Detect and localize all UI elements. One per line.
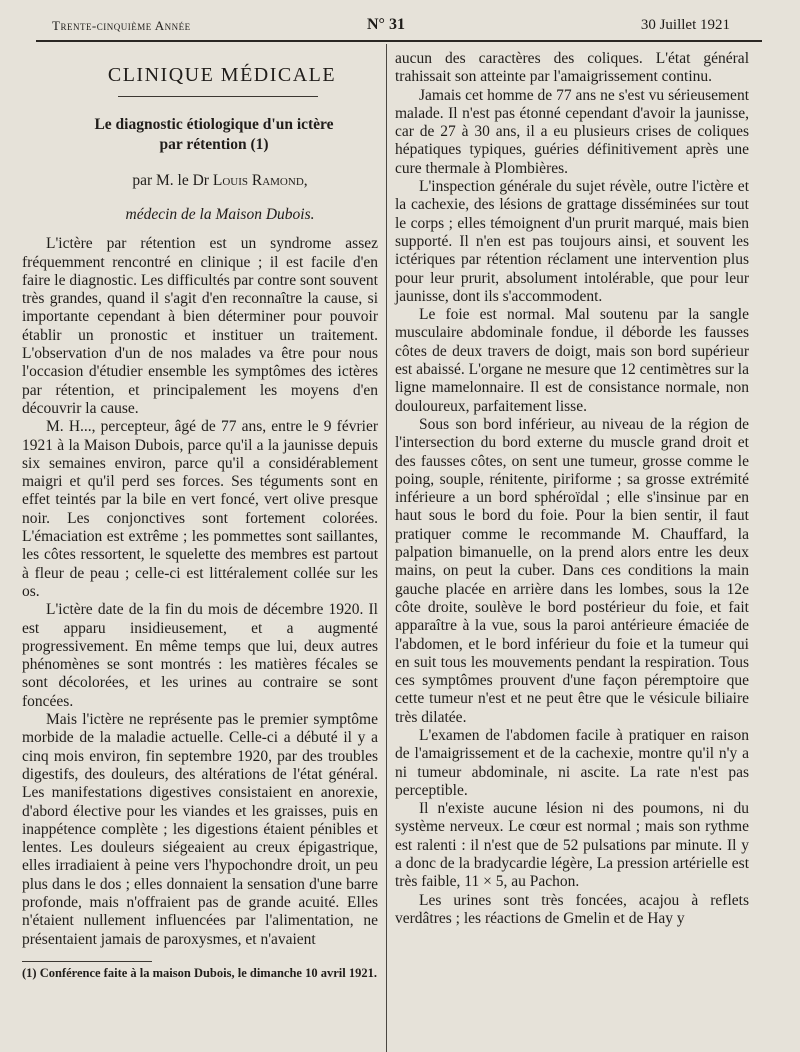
paragraph: L'examen de l'abdomen facile à pratiquer en raison de l'amaigrissement et de la cachexie, montre qu'il n'y a ni tumeur abdominale, ni ascite. La rate n'est pas perceptible. [395, 726, 749, 799]
footnote: (1) Conférence faite à la maison Dubois, le dimanche 10 avril 1921. [22, 965, 377, 980]
paragraph: Il n'existe aucune lésion ni des poumons, ni du système nerveux. Le cœur est normal ; mais son rythme est ralenti : il n'est que de 52 pulsations par minute. Il y a donc de la bradycardie légère, La pression artérielle est très faible, 11 × 5, au Pachon. [395, 800, 749, 891]
paragraph: L'ictère par rétention est un syndrome assez fréquemment rencontré en clinique ; il est facile d'en faire le diagnostic. Les difficultés par contre sont souvent très grandes, quand il s'agit d'en reconnaître la cause, si importante cependant à bien déterminer pour pouvoir établir un pronostic et instituer un traitement. L'observation d'un de nos malades va être pour nous l'occasion d'étudier ensemble les symptômes des ictères par rétention, et principalement les moyens d'en découvrir la cause. [22, 235, 378, 417]
section-title: CLINIQUE MÉDICALE [107, 64, 337, 86]
paragraph: L'inspection générale du sujet révèle, outre l'ictère et la cachexie, des lésions de grattage disséminées sur tout le corps ; elles témoignent d'un prurit marqué, mais bien supporté. Il n'en est pas toujours ainsi, et souvent les ictériques par rétention réclament une intervention plus pour leur prurit, absolument intolérable, que pour leur jaunisse, dont ils s'accommodent. [395, 178, 749, 305]
column-divider [386, 44, 387, 1052]
paragraph: Mais l'ictère ne représente pas le premier symptôme morbide de la maladie actuelle. Celle-ci a débuté il y a cinq mois environ, fin septembre 1920, par des troubles digestifs, des douleurs, des altérations de l'état général. Les manifestations digestives consistaient en anorexie, d'abord élective pour les viandes et les graisses, puis en inappétence complète ; les digestions étaient pénibles et lentes. Les douleurs siégeaient au creux épigastrique, elles irradiaient à peine vers l'hypochondre droit, un peu plus dans le dos ; elles donnaient la sensation d'une barre profonde, mais n'offraient pas de grande acuité. Elles n'étaient nullement influencées par l'alimentation, ne présentaient jamais de paroxysmes, et n'avaient [22, 711, 378, 948]
byline-prefix: par M. le Dr [132, 172, 209, 190]
paragraph: L'ictère date de la fin du mois de décembre 1920. Il est apparu insidieusement, et a augmenté progressivement. En même temps que lui, deux autres phénomènes se sont montrés : les matières fécales se sont décolorées, et les urines au contraire se sont foncées. [22, 601, 378, 710]
author-name: Louis Ramond, [212, 172, 308, 190]
paragraph: Jamais cet homme de 77 ans ne s'est vu sérieusement malade. Il n'est pas étonné cependant d'avoir la jaunisse, car de 27 à 30 ans, il a eu plusieurs crises de coliques hépatiques typiques, guéries définitivement après une cure thermale à Plombières. [395, 86, 749, 177]
article-title-line-1: Le diagnostic étiologique d'un ictère [94, 116, 334, 134]
header-issue-number: N° 31 [367, 16, 405, 33]
article-title-line-2: par rétention (1) [159, 136, 269, 154]
section-title-rule [118, 96, 318, 97]
header-volume: Trente-cinquième Année [52, 18, 191, 33]
article-byline [62, 171, 378, 191]
left-column [22, 60, 378, 980]
author-affiliation: médecin de la Maison Dubois. [125, 206, 315, 224]
right-column [395, 50, 749, 928]
paragraph: Le foie est normal. Mal soutenu par la sangle musculaire abdominale fondue, il déborde les fausses côtes de deux travers de doigt, mais son bord supérieur est abaissé. L'organe ne mesure que 12 centimètres sur la ligne mamelonnaire. Il est de consistance normale, non douloureux, parfaitement lisse. [395, 306, 749, 415]
paragraph: Sous son bord inférieur, au niveau de la région de l'intersection du bord externe du muscle grand droit et des fausses côtes, on sent une tumeur, grosse comme le poing, souple, rénitente, piriforme ; sa grosse extrémité inférieure a un bord sphéroïdal ; elle s'insinue par en haut sous le bord du foie. Pour la bien sentir, il faut pratiquer comme le recommande M. Chauffard, la palpation bimanuelle, on la prend alors entre les deux mains, on peut la cuber. Dans ces conditions la main gauche placée en arrière dans les lombes, sous la 12e côte droite, soulève le bord postérieur du foie, et fait apparaître à la vue, sous la paroi antérieure émaciée de l'abdomen, et le bord inférieur du foie et la tumeur qui en suit tous les mouvements pendant la respiration. Tous ces symptômes prouvent d'une façon péremptoire que cette tumeur n'est et ne peut être que le vésicule biliaire très dilatée. [395, 415, 749, 726]
paragraph: aucun des caractères des coliques. L'état général trahissait son atteinte par l'amaigrissement continu. [395, 50, 749, 86]
paragraph: M. H..., percepteur, âgé de 77 ans, entre le 9 février 1921 à la Maison Dubois, parce qu'il a la jaunisse depuis six semaines environ, parce qu'il a considérablement maigri et qu'il perd ses forces. Ses téguments sont en effet teintés par la bile en vert foncé, vert olive presque noir. Les conjonctives sont fortement colorées. L'émaciation est extrême ; les pommettes sont saillantes, les côtes ressortent, le squelette des membres est partout à fleur de peau ; celle-ci est littéralement collée sur les os. [22, 418, 378, 600]
footnote-rule [22, 961, 152, 962]
header-date: 30 Juillet 1921 [640, 17, 730, 33]
article-title [50, 115, 378, 155]
header-rule [36, 40, 762, 42]
paragraph: Les urines sont très foncées, acajou à reflets verdâtres ; les réactions de Gmelin et de Hay y [395, 891, 749, 927]
